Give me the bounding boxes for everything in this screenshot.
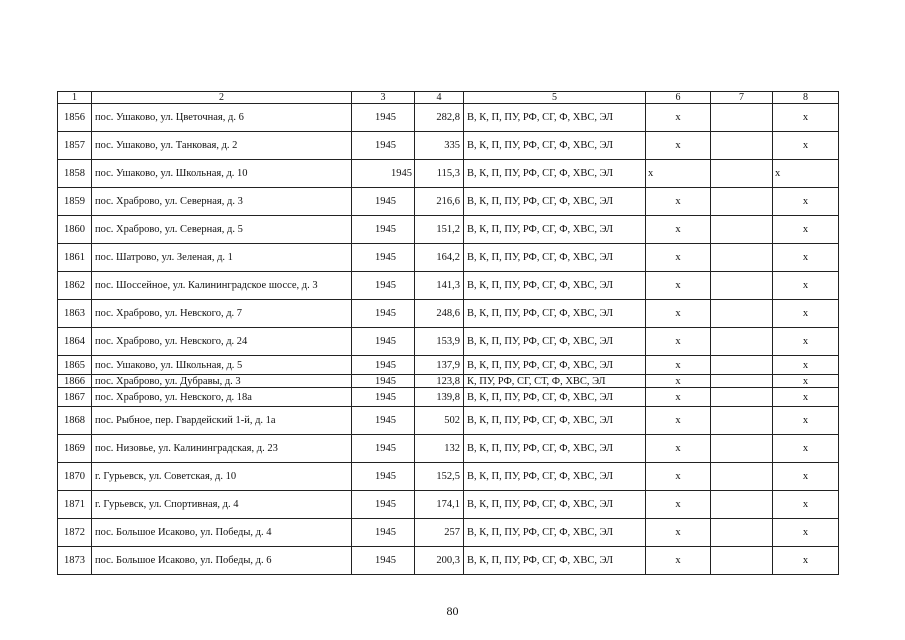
column-6-cell: х: [646, 104, 711, 132]
column-7-cell: [711, 300, 773, 328]
area-cell: 123,8: [415, 375, 464, 388]
housing-register-table: [57, 91, 839, 575]
column-8-cell: х: [773, 216, 839, 244]
column-6-cell: х: [646, 435, 711, 463]
area-cell: 248,6: [415, 300, 464, 328]
row-number-cell: 1857: [58, 132, 92, 160]
row-number-cell: 1861: [58, 244, 92, 272]
column-7-cell: [711, 244, 773, 272]
column-8-cell: x: [773, 160, 839, 188]
area-cell: 257: [415, 519, 464, 547]
column-6-cell: х: [646, 407, 711, 435]
area-cell: 139,8: [415, 388, 464, 407]
year-cell: 1945: [352, 328, 415, 356]
column-8-cell: х: [773, 388, 839, 407]
address-cell: пос. Храброво, ул. Невского, д. 18а: [92, 388, 352, 407]
table-row: [58, 519, 839, 547]
row-number-cell: 1860: [58, 216, 92, 244]
column-7-cell: [711, 435, 773, 463]
utilities-cell: В, К, П, ПУ, РФ, СГ, Ф, ХВС, ЭЛ: [464, 188, 646, 216]
area-cell: 137,9: [415, 356, 464, 375]
table-row: [58, 388, 839, 407]
row-number-cell: 1862: [58, 272, 92, 300]
address-cell: пос. Ушаково, ул. Школьная, д. 10: [92, 160, 352, 188]
table-row: [58, 244, 839, 272]
column-7-cell: [711, 375, 773, 388]
column-8-cell: х: [773, 463, 839, 491]
table-row: [58, 300, 839, 328]
column-6-cell: х: [646, 547, 711, 575]
row-number-cell: 1866: [58, 375, 92, 388]
year-cell: 1945: [352, 435, 415, 463]
address-cell: пос. Храброво, ул. Дубравы, д. 3: [92, 375, 352, 388]
year-cell: 1945: [352, 407, 415, 435]
address-cell: пос. Храброво, ул. Северная, д. 5: [92, 216, 352, 244]
utilities-cell: В, К, П, ПУ, РФ, СГ, Ф, ХВС, ЭЛ: [464, 272, 646, 300]
year-cell: 1945: [352, 388, 415, 407]
row-number-cell: 1873: [58, 547, 92, 575]
year-cell: 1945: [352, 491, 415, 519]
utilities-cell: В, К, П, ПУ, РФ, СГ, Ф, ХВС, ЭЛ: [464, 328, 646, 356]
address-cell: пос. Ушаково, ул. Танковая, д. 2: [92, 132, 352, 160]
column-6-cell: х: [646, 272, 711, 300]
column-8-cell: х: [773, 407, 839, 435]
area-cell: 115,3: [415, 160, 464, 188]
table-row: [58, 463, 839, 491]
column-7-cell: [711, 463, 773, 491]
column-6-cell: х: [646, 356, 711, 375]
area-cell: 153,9: [415, 328, 464, 356]
table-row: [58, 375, 839, 388]
address-cell: пос. Ушаково, ул. Школьная, д. 5: [92, 356, 352, 375]
address-cell: г. Гурьевск, ул. Спортивная, д. 4: [92, 491, 352, 519]
area-cell: 141,3: [415, 272, 464, 300]
table-row: [58, 160, 839, 188]
year-cell: 1945: [352, 356, 415, 375]
address-cell: пос. Ушаково, ул. Цветочная, д. 6: [92, 104, 352, 132]
header-cell: 4: [415, 92, 464, 104]
area-cell: 174,1: [415, 491, 464, 519]
table-row: [58, 491, 839, 519]
row-number-cell: 1859: [58, 188, 92, 216]
header-cell: 8: [773, 92, 839, 104]
area-cell: 282,8: [415, 104, 464, 132]
column-8-cell: х: [773, 435, 839, 463]
utilities-cell: В, К, П, ПУ, РФ, СГ, Ф, ХВС, ЭЛ: [464, 463, 646, 491]
header-row: [58, 92, 839, 104]
column-8-cell: х: [773, 272, 839, 300]
column-7-cell: [711, 388, 773, 407]
column-8-cell: х: [773, 328, 839, 356]
column-8-cell: х: [773, 244, 839, 272]
column-7-cell: [711, 547, 773, 575]
column-6-cell: х: [646, 300, 711, 328]
row-number-cell: 1868: [58, 407, 92, 435]
column-7-cell: [711, 356, 773, 375]
row-number-cell: 1872: [58, 519, 92, 547]
year-cell: 1945: [352, 547, 415, 575]
table-row: [58, 328, 839, 356]
row-number-cell: 1863: [58, 300, 92, 328]
column-6-cell: х: [646, 328, 711, 356]
utilities-cell: В, К, П, ПУ, РФ, СГ, Ф, ХВС, ЭЛ: [464, 160, 646, 188]
table-row: [58, 132, 839, 160]
year-cell: 1945: [352, 463, 415, 491]
table-row: [58, 407, 839, 435]
column-6-cell: х: [646, 188, 711, 216]
column-6-cell: х: [646, 463, 711, 491]
column-8-cell: х: [773, 547, 839, 575]
column-8-cell: х: [773, 300, 839, 328]
row-number-cell: 1870: [58, 463, 92, 491]
utilities-cell: В, К, П, ПУ, РФ, СГ, Ф, ХВС, ЭЛ: [464, 519, 646, 547]
table-row: [58, 188, 839, 216]
area-cell: 152,5: [415, 463, 464, 491]
address-cell: пос. Шатрово, ул. Зеленая, д. 1: [92, 244, 352, 272]
address-cell: пос. Большое Исаково, ул. Победы, д. 6: [92, 547, 352, 575]
row-number-cell: 1865: [58, 356, 92, 375]
year-cell: 1945: [352, 519, 415, 547]
column-7-cell: [711, 407, 773, 435]
area-cell: 502: [415, 407, 464, 435]
table-row: [58, 272, 839, 300]
address-cell: пос. Рыбное, пер. Гвардейский 1-й, д. 1а: [92, 407, 352, 435]
header-cell: 1: [58, 92, 92, 104]
page-number: 80: [446, 604, 459, 618]
table-row: [58, 356, 839, 375]
column-8-cell: х: [773, 104, 839, 132]
utilities-cell: В, К, П, ПУ, РФ, СГ, Ф, ХВС, ЭЛ: [464, 356, 646, 375]
header-cell: 3: [352, 92, 415, 104]
utilities-cell: В, К, П, ПУ, РФ, СГ, Ф, ХВС, ЭЛ: [464, 547, 646, 575]
row-number-cell: 1871: [58, 491, 92, 519]
row-number-cell: 1864: [58, 328, 92, 356]
area-cell: 132: [415, 435, 464, 463]
column-8-cell: х: [773, 491, 839, 519]
column-8-cell: х: [773, 356, 839, 375]
column-8-cell: х: [773, 132, 839, 160]
address-cell: пос. Низовье, ул. Калининградская, д. 23: [92, 435, 352, 463]
utilities-cell: В, К, П, ПУ, РФ, СГ, Ф, ХВС, ЭЛ: [464, 104, 646, 132]
column-8-cell: х: [773, 375, 839, 388]
table-row: [58, 104, 839, 132]
column-6-cell: х: [646, 519, 711, 547]
column-7-cell: [711, 491, 773, 519]
row-number-cell: 1869: [58, 435, 92, 463]
row-number-cell: 1858: [58, 160, 92, 188]
utilities-cell: В, К, П, ПУ, РФ, СГ, Ф, ХВС, ЭЛ: [464, 244, 646, 272]
utilities-cell: К, ПУ, РФ, СГ, СТ, Ф, ХВС, ЭЛ: [464, 375, 646, 388]
year-cell: 1945: [352, 272, 415, 300]
utilities-cell: В, К, П, ПУ, РФ, СГ, Ф, ХВС, ЭЛ: [464, 132, 646, 160]
column-7-cell: [711, 160, 773, 188]
column-6-cell: х: [646, 388, 711, 407]
column-6-cell: х: [646, 216, 711, 244]
table-body: [58, 92, 839, 575]
area-cell: 216,6: [415, 188, 464, 216]
year-cell: 1945: [352, 132, 415, 160]
row-number-cell: 1867: [58, 388, 92, 407]
year-cell: 1945: [352, 216, 415, 244]
utilities-cell: В, К, П, ПУ, РФ, СГ, Ф, ХВС, ЭЛ: [464, 491, 646, 519]
row-number-cell: 1856: [58, 104, 92, 132]
year-cell: 1945: [352, 104, 415, 132]
column-6-cell: x: [646, 160, 711, 188]
column-7-cell: [711, 188, 773, 216]
column-6-cell: х: [646, 491, 711, 519]
utilities-cell: В, К, П, ПУ, РФ, СГ, Ф, ХВС, ЭЛ: [464, 300, 646, 328]
column-8-cell: х: [773, 188, 839, 216]
header-cell: 6: [646, 92, 711, 104]
column-8-cell: х: [773, 519, 839, 547]
column-7-cell: [711, 104, 773, 132]
column-7-cell: [711, 216, 773, 244]
area-cell: 200,3: [415, 547, 464, 575]
column-7-cell: [711, 519, 773, 547]
year-cell: 1945: [352, 300, 415, 328]
address-cell: пос. Большое Исаково, ул. Победы, д. 4: [92, 519, 352, 547]
address-cell: пос. Храброво, ул. Северная, д. 3: [92, 188, 352, 216]
year-cell: 1945: [352, 375, 415, 388]
year-cell: 1945: [352, 244, 415, 272]
area-cell: 151,2: [415, 216, 464, 244]
header-cell: 7: [711, 92, 773, 104]
area-cell: 335: [415, 132, 464, 160]
utilities-cell: В, К, П, ПУ, РФ, СГ, Ф, ХВС, ЭЛ: [464, 407, 646, 435]
utilities-cell: В, К, П, ПУ, РФ, СГ, Ф, ХВС, ЭЛ: [464, 435, 646, 463]
column-7-cell: [711, 328, 773, 356]
address-cell: пос. Храброво, ул. Невского, д. 7: [92, 300, 352, 328]
header-cell: 2: [92, 92, 352, 104]
address-cell: пос. Храброво, ул. Невского, д. 24: [92, 328, 352, 356]
table-row: [58, 216, 839, 244]
table-row: [58, 435, 839, 463]
column-6-cell: х: [646, 244, 711, 272]
column-7-cell: [711, 132, 773, 160]
utilities-cell: В, К, П, ПУ, РФ, СГ, Ф, ХВС, ЭЛ: [464, 388, 646, 407]
year-cell: 1945: [352, 188, 415, 216]
address-cell: г. Гурьевск, ул. Советская, д. 10: [92, 463, 352, 491]
table-row: [58, 547, 839, 575]
utilities-cell: В, К, П, ПУ, РФ, СГ, Ф, ХВС, ЭЛ: [464, 216, 646, 244]
address-cell: пос. Шоссейное, ул. Калининградское шоссе, д. 3: [92, 272, 352, 300]
column-7-cell: [711, 272, 773, 300]
header-cell: 5: [464, 92, 646, 104]
column-6-cell: х: [646, 375, 711, 388]
area-cell: 164,2: [415, 244, 464, 272]
year-cell: 1945: [352, 160, 415, 188]
column-6-cell: х: [646, 132, 711, 160]
